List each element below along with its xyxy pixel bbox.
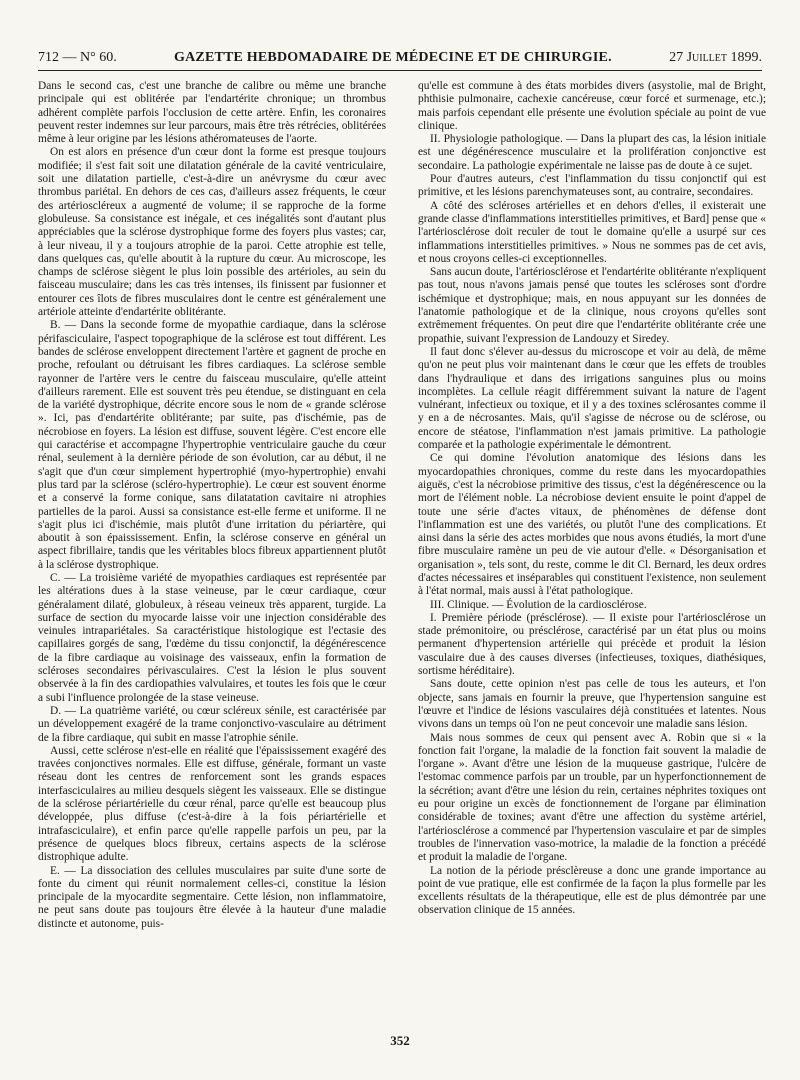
paragraph: II. Physiologie pathologique. — Dans la plupart des cas, la lésion initiale est une dégénérescence musculaire et la prolifération conjonctive est secondaire. La pathologie expérimentale ne laisse pas de doute à ce sujet. xyxy=(418,133,766,172)
date-year: 1899. xyxy=(730,50,762,65)
page-number: 352 xyxy=(390,1033,410,1048)
left-column xyxy=(38,80,386,931)
paragraph: B. — Dans la seconde forme de myopathie cardiaque, dans la sclérose périfasciculaire, l'aspect topographique de la sclérose est tout différent. Les bandes de sclérose enveloppent directement l'artère et gagnent de proche en proche, refoulant ou détruisant les fibres cardiaques. La sclérose semble rayonner de l'artère vers le centre du faisceau musculaire, qu'elle atteint d'ailleurs rarement. Elle est souvent très peu étendue, se distinguant en cela de la variété dystrophique, décrite encore sous le nom de « grande sclérose ». Ici, pas d'endartérite oblitérante; par suite, pas d'ischémie, pas de nécrobiose en foyers. La lésion est diffuse, souvent légère. C'est encore elle qui caractérise et accompagne l'hypertrophie ventriculaire gauche du cœur rénal, seulement à la dernière période de son évolution, car au début, il ne s'agit que d'un cœur simplement hypertrophié (myo-hypertrophie) envahi plus tard par la sclérose (scléro-hypertrophie). Le cœur est souvent énorme et a conservé la forme conique, sans dilatatation cavitaire ni atrophies partielles de la paroi. Aussi sa consistance est-elle ferme et uniforme. Il ne s'agit plus ici d'ischémie, mais plutôt d'une irritation du périartère, qui aboutit à son épaississement. Enfin, la sclérose conserve en général un aspect fibrillaire, tandis que les véritables blocs fibreux appartiennent plutôt à la sclérose dystrophique. xyxy=(38,319,386,571)
issue-date xyxy=(669,50,762,66)
right-column xyxy=(418,80,766,918)
paragraph: Sans doute, cette opinion n'est pas celle de tous les auteurs, et l'on objecte, sans jamais en fournir la preuve, que l'hypertension sanguine est l'œuvre et l'indice de lésions vasculaires déjà constituées et latentes. Nous vivons dans un temps où l'on ne peut concevoir une maladie sans lésion. xyxy=(418,678,766,731)
paragraph: I. Première période (présclérose). — Il existe pour l'artériosclérose un stade prémonitoire, ou présclérose, caractérisé par un état plus ou moins permanent d'hypertension artérielle qui précède et produit la lésion vasculaire due à des causes diverses (infectieuses, toxiques, diathésiques, sortisme héréditaire). xyxy=(418,611,766,678)
paragraph: D. — La quatrième variété, ou cœur scléreux sénile, est caractérisée par un développement exagéré de la trame conjonctivo-vasculaire au détriment de la fibre cardiaque, qui subit en masse l'atrophie sénile. xyxy=(38,704,386,744)
date-month: Juillet xyxy=(686,50,727,65)
paragraph: A côté des scléroses artérielles et en dehors d'elles, il existerait une grande classe d'inflammations interstitielles primitives, et Bard] pense que « l'artériosclérose doit reculer de tout le domaine qu'elle a usurpé sur ces inflammations interstitielles primitives. » Nous ne sommes pas de cet avis, et nous croyons celles-ci exceptionnelles. xyxy=(418,199,766,265)
paragraph: On est alors en présence d'un cœur dont la forme est presque toujours modifiée; il s'est fait soit une dilatation générale de la cavité ventriculaire, soit une dilatation partielle, c'est-à-dire un anévrysme du cœur avec thrombus pariétal. En dehors de ces cas, d'ailleurs assez fréquents, le cœur des artérioscléreux a augmenté de volume; il se rapproche de la forme globuleuse. Sa consistance est inégale, et ces inégalités sont d'autant plus appréciables que la sclérose dystrophique forme des foyers plus vastes; car, à leur niveau, il y a toujours atrophie de la paroi. Cette atrophie est telle, dans quelques cas, qu'elle aboutit à la rupture du cœur. Au microscope, les champs de sclérose siègent le plus loin possible des artérioles, au sein du faisceau musculaire; dans les cas très intenses, ils finissent par fusionner et entourer ces îlots de fibres musculaires dont le centre est généralement une artériole atteinte d'endartérite oblitérante. xyxy=(38,146,386,319)
paragraph: Dans le second cas, c'est une branche de calibre ou même une branche principale qui est oblitérée par l'endartérite chronique; un thrombus adhérent complète parfois l'occlusion de cette artère. Enfin, les coronaires peuvent rester indemnes sur leur parcours, mais être très rétrécies, oblitérées même à leur origine par les lésions athéromateuses de l'aorte. xyxy=(38,80,386,146)
paragraph: Il faut donc s'élever au-dessus du microscope et voir au delà, de même qu'on ne peut plus voir maintenant dans le cœur que les effets de troubles dans l'hydraulique et dans des irrigations sanguines plus ou moins incomplètes. La cellule réagit différemment suivant la nature de l'agent vulnérant, infectieux ou toxique, et il y a des toxines sclérosantes comme il y en a de nécrosantes. Mais, qu'il s'agisse de nécrose ou de sclérose, ou encore de stéatose, l'inflammation n'est jamais primitive. La pathologie comparée et la pathologie expérimentale le démontrent. xyxy=(418,345,766,452)
paragraph: Pour d'autres auteurs, c'est l'inflammation du tissu conjonctif qui est primitive, et les lésions parenchymateuses sont, au contraire, secondaires. xyxy=(418,173,766,199)
paragraph: E. — La dissociation des cellules musculaires par suite d'une sorte de fonte du ciment qui réunit normalement celles-ci, constitue la lésion principale de la myocardite segmentaire. Cette lésion, non inflammatoire, ne peut sans doute pas toujours être élevée à la hauteur d'une maladie distincte et autonome, puis- xyxy=(38,864,386,930)
paragraph: qu'elle est commune à des états morbides divers (asystolie, mal de Bright, phthisie pulmonaire, cachexie cancéreuse, cœur forcé et surmenage, etc.); mais parfois cependant elle présente une évolution spéciale au point de vue clinique. xyxy=(418,80,766,132)
paragraph: Mais nous sommes de ceux qui pensent avec A. Robin que si « la fonction fait l'organe, la maladie de la fonction fait souvent la maladie de l'organe ». Avant d'être une lésion de la muqueuse gastrique, l'ulcère de l'estomac commence parfois par un trouble, par un hyperfonctionnement de la sécrétion; avant d'être une lésion du rein, certaines néphrites toxiques ont eu pour origine un excès de fonctionnement de l'organe par élimination considérable de toxines; avant d'être une affection du système artériel, l'artériosclérose a commencé par l'hypertension vasculaire et par de simples troubles de l'innervation vaso-motrice, la maladie de la fonction a précédé et produit la maladie de l'organe. xyxy=(418,731,766,864)
date-day: 27 xyxy=(669,50,684,65)
paragraph: La notion de la période présclèreuse a donc une grande importance au point de vue pratique, elle est confirmée de la façon la plus formelle par les excellents résultats de la thérapeutique, elle est de plus démontrée par une observation clinique de 15 années. xyxy=(418,864,766,917)
paragraph: Sans aucun doute, l'artériosclérose et l'endartérite oblitérante n'expliquent pas tout, nous n'avons jamais pensé que toutes les scléroses sont d'ordre ischémique et dystrophique; mais, en nous appuyant sur les données de l'anatomie pathologique et de la clinique, nous croyons qu'elles sont extrêmement fréquentes. On peut dire que l'endartérite oblitérante crée une propathie, suivant l'expression de Landouzy et Siredey. xyxy=(418,266,766,345)
page-label: 712 — N° 60. xyxy=(38,50,117,65)
journal-title: GAZETTE HEBDOMADAIRE DE MÉDECINE ET DE CHIRURGIE. xyxy=(174,50,612,65)
paragraph: C. — La troisième variété de myopathies cardiaques est représentée par les altérations dues à la stase veineuse, par le cœur cardiaque, cœur généralament dilaté, globuleux, à réseau veineux très apparent, turgide. La surface de section du myocarde laisse voir une injection considérable des veinules intrapariétales. Sa caractéristique histologique est l'ectasie des capillaires gorgés de sang, l'œdème du tissu conjonctif, la dégénérescence de la fibre cardiaque au voisinage des vaisseaux, enfin la formation de scléroses secondaires périvasculaires. C'est la lésion le plus souvent observée à la fin des cardiopathies valvulaires, et toutes les fois que le cœur a subi l'influence prolongée de la stase veineuse. xyxy=(38,571,386,704)
paragraph: Aussi, cette sclérose n'est-elle en réalité que l'épaississement exagéré des travées conjonctives normales. Elle est diffuse, générale, formant un vaste réseau dont les centres de renforcement sont les grands espaces interfasciculaires au milieu desquels siègent les vaisseaux. Elle se distingue de la sclérose périartérielle du cœur rénal, parce qu'elle est beaucoup plus développée, plus diffuse (c'est-à-dire à la fois périartérielle et intrafasciculaire), et enfin parce qu'elle rappelle parfois un peu, par la présence de quelques blocs fibreux, certains aspects de la sclérose distrophique adulte. xyxy=(38,744,386,864)
running-header xyxy=(38,40,762,71)
paragraph: Ce qui domine l'évolution anatomique des lésions dans les myocardopathies chroniques, comme du reste dans les myocardopathies aiguës, c'est la nécrobiose primitive des tissus, c'est la dégénérescence ou la mort de l'élément noble. La nécrobiose devient ensuite le point d'appel de toute une série d'actes vitaux, de phénomènes de défense dont l'inflammation est une des variétés, ou plutôt l'une des complications. Et ainsi dans la série des actes morbides que nous avons étudiés, la mort d'une fibre musculaire ramène un peu de vie autour d'elle. « Désorganisation et organisation », tels sont, du reste, comme le dit Cl. Bernard, les deux ordres d'actes nécessaires et inséparables qui constituent l'existence, non seulement à l'état normal, mais aussi à l'état pathologique. xyxy=(418,452,766,598)
section-heading: III. Clinique. — Évolution de la cardiosclérose. xyxy=(430,598,647,611)
